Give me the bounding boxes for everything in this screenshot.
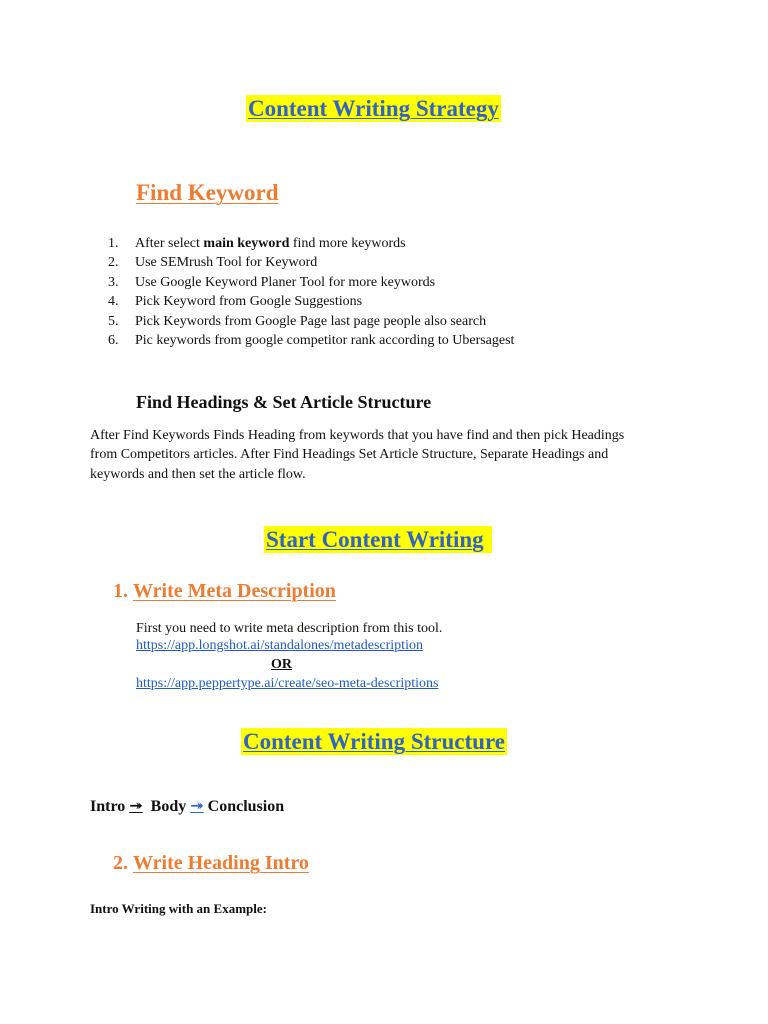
body-label: Body xyxy=(150,798,187,815)
longshot-link[interactable]: https://app.longshot.ai/standalones/metadescription xyxy=(136,638,423,653)
arrow-icon: ↠ xyxy=(129,798,143,815)
start-writing-heading: Start Content Writing xyxy=(264,526,492,553)
meta-text: First you need to write meta description from this tool. xyxy=(136,621,443,636)
meta-heading: Write Meta Description xyxy=(133,580,336,602)
list-item: 6. Pic keywords from google competitor rank according to Ubersagest xyxy=(108,333,515,349)
list-item: 2. Use SEMrush Tool for Keyword xyxy=(108,255,318,271)
list-item: 5. Pick Keywords from Google Page last page people also search xyxy=(108,313,487,329)
meta-number: 1. xyxy=(113,580,128,602)
intro-heading-row xyxy=(113,852,309,875)
document-title: Content Writing Strategy xyxy=(248,96,499,121)
find-keyword-heading: Find Keyword xyxy=(136,180,279,205)
meta-heading-row xyxy=(113,580,336,603)
structure-flow xyxy=(90,796,284,816)
arrow-icon: ↠ xyxy=(190,798,204,815)
intro-example-text: Intro Writing with an Example: xyxy=(90,901,267,916)
list-item: 3. Use Google Keyword Planer Tool for more keywords xyxy=(108,274,436,290)
list-item: 4. Pick Keyword from Google Suggestions xyxy=(108,294,363,310)
headings-section-heading: Find Headings & Set Article Structure xyxy=(136,392,432,412)
list-item: 1. After select main keyword find more keywords xyxy=(108,236,406,251)
peppertype-link[interactable]: https://app.peppertype.ai/create/seo-meta-descriptions xyxy=(136,676,439,691)
intro-label: Intro xyxy=(90,798,126,815)
intro-heading: Write Heading Intro xyxy=(133,852,309,874)
keyword-steps-list xyxy=(108,234,514,350)
or-label: OR xyxy=(271,657,292,672)
conclusion-label: Conclusion xyxy=(207,798,285,815)
structure-heading: Content Writing Structure xyxy=(243,729,505,754)
intro-number: 2. xyxy=(113,852,128,874)
headings-paragraph: After Find Keywords Finds Heading from keywords that you have find and then pick Headings from Competitors articles. After Find Headings Set Article Structure, Separate Headings and keywords and then set the article flow. xyxy=(90,428,625,482)
